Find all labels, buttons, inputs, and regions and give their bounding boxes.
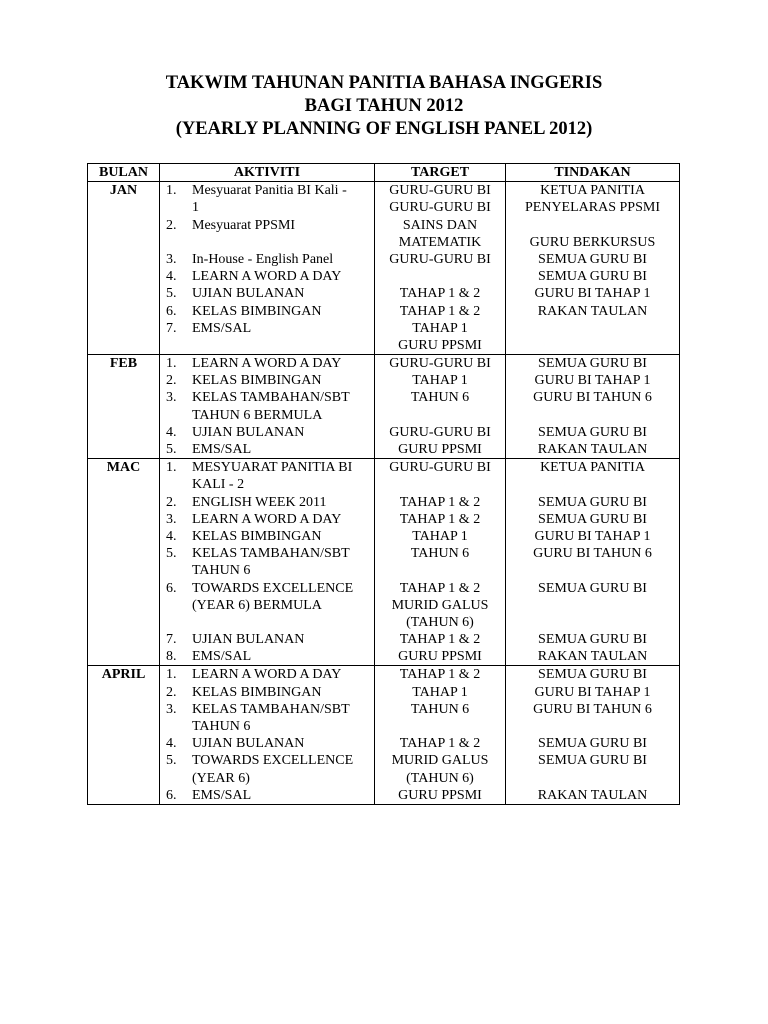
target-text: MATEMATIK <box>398 234 482 250</box>
target-text: TAHAP 1 & 2 <box>399 511 481 527</box>
tindakan-text: RAKAN TAULAN <box>537 303 648 319</box>
activity-line <box>166 511 374 528</box>
activity-number: 7. <box>166 320 177 336</box>
target-text: TAHAP 1 & 2 <box>399 303 481 319</box>
activity-text: UJIAN BULANAN <box>192 286 305 302</box>
activity-text: KELAS TAMBAHAN/SBT <box>192 390 350 406</box>
activity-number: 3. <box>166 390 177 406</box>
month-name: MAC <box>106 460 141 476</box>
activity-text: UJIAN BULANAN <box>192 632 305 648</box>
tindakan-text: GURU BI TAHAP 1 <box>534 528 651 544</box>
activity-line <box>166 217 374 234</box>
target-text <box>375 476 505 493</box>
target-text: TAHUN 6 <box>410 390 470 406</box>
activity-number: 5. <box>166 442 177 458</box>
tindakan-text: PENYELARAS PPSMI <box>525 200 660 216</box>
activity-text: EMS/SAL <box>192 442 252 458</box>
target-cell <box>375 666 506 805</box>
target-text: GURU-GURU BI <box>389 200 491 216</box>
activity-number: 7. <box>166 632 177 648</box>
target-text: TAHAP 1 & 2 <box>399 494 481 510</box>
tindakan-text: SEMUA GURU BI <box>538 494 647 510</box>
activity-line <box>166 787 374 804</box>
target-text: (TAHUN 6) <box>406 770 474 786</box>
tindakan-text: GURU BI TAHAP 1 <box>534 684 651 700</box>
tindakan-text <box>506 217 679 234</box>
activity-line <box>166 666 374 683</box>
tindakan-text: SEMUA GURU BI <box>538 251 647 267</box>
activity-number: 4. <box>166 424 177 440</box>
tindakan-text: GURU BI TAHUN 6 <box>533 546 652 562</box>
activity-line <box>166 718 374 735</box>
activity-text: KELAS BIMBINGAN <box>192 528 322 544</box>
target-text: TAHAP 1 <box>412 528 468 544</box>
target-text: GURU-GURU BI <box>389 460 491 476</box>
header-target: TARGET <box>375 164 506 182</box>
document-title-line-3: (YEARLY PLANNING OF ENGLISH PANEL 2012) <box>175 119 593 139</box>
target-text: TAHAP 1 & 2 <box>399 632 481 648</box>
activity-line <box>166 337 374 354</box>
activity-number: 1. <box>166 667 177 683</box>
activity-line <box>166 528 374 545</box>
activity-text: LEARN A WORD A DAY <box>192 667 342 683</box>
month-cell <box>88 666 160 805</box>
activity-line <box>166 234 374 251</box>
target-text: TAHAP 1 & 2 <box>399 286 481 302</box>
activity-text: TAHUN 6 BERMULA <box>192 407 323 423</box>
activity-number: 6. <box>166 303 177 319</box>
tindakan-cell <box>506 182 680 355</box>
activity-cell <box>160 182 375 355</box>
table-row <box>88 459 680 666</box>
activity-number: 1. <box>166 183 177 199</box>
activity-text: TOWARDS EXCELLENCE <box>192 753 354 769</box>
table-row <box>88 182 680 355</box>
activity-number: 2. <box>166 494 177 510</box>
activity-line <box>166 494 374 511</box>
activity-line <box>166 631 374 648</box>
activity-text: TAHUN 6 <box>192 563 251 579</box>
activity-text: (YEAR 6) BERMULA <box>192 597 322 613</box>
month-name: FEB <box>109 356 138 372</box>
activity-line <box>166 701 374 718</box>
activity-number: 4. <box>166 269 177 285</box>
target-text: TAHUN 6 <box>410 546 470 562</box>
target-text: GURU-GURU BI <box>389 251 491 267</box>
activity-line <box>166 648 374 665</box>
target-text: TAHAP 1 <box>412 373 468 389</box>
target-text: MURID GALUS <box>391 753 489 769</box>
month-name: APRIL <box>101 667 146 683</box>
target-text: GURU-GURU BI <box>389 356 491 372</box>
tindakan-text: KETUA PANITIA <box>540 460 645 476</box>
tindakan-text: GURU BI TAHUN 6 <box>533 390 652 406</box>
activity-number: 1. <box>166 356 177 372</box>
tindakan-text: SEMUA GURU BI <box>538 580 647 596</box>
yearly-planning-table <box>87 163 680 805</box>
target-text: TAHAP 1 <box>412 684 468 700</box>
target-text: GURU PPSMI <box>398 337 482 353</box>
activity-line <box>166 459 374 476</box>
activity-text: KELAS TAMBAHAN/SBT <box>192 701 350 717</box>
activity-text: MESYUARAT PANITIA BI <box>192 460 353 476</box>
target-cell <box>375 355 506 459</box>
activity-line <box>166 251 374 268</box>
target-text <box>375 268 505 285</box>
activity-text: LEARN A WORD A DAY <box>192 511 342 527</box>
tindakan-text <box>506 407 679 424</box>
activity-text: Mesyuarat PPSMI <box>192 217 296 233</box>
activity-line <box>166 355 374 372</box>
activity-number: 2. <box>166 373 177 389</box>
activity-text: KELAS TAMBAHAN/SBT <box>192 546 350 562</box>
activity-line <box>166 562 374 579</box>
tindakan-text: KETUA PANITIA <box>540 183 645 199</box>
target-text: GURU-GURU BI <box>389 424 491 440</box>
target-text: GURU PPSMI <box>398 649 482 665</box>
activity-number: 3. <box>166 701 177 717</box>
target-cell <box>375 182 506 355</box>
month-cell <box>88 355 160 459</box>
activity-line <box>166 268 374 285</box>
activity-cell <box>160 459 375 666</box>
activity-line <box>166 285 374 302</box>
target-text <box>375 718 505 735</box>
activity-text: TAHUN 6 <box>192 719 251 735</box>
activity-text: EMS/SAL <box>192 787 252 803</box>
tindakan-text: RAKAN TAULAN <box>537 442 648 458</box>
activity-number: 2. <box>166 217 177 233</box>
target-text: GURU PPSMI <box>398 787 482 803</box>
tindakan-text: SEMUA GURU BI <box>538 632 647 648</box>
tindakan-text <box>506 562 679 579</box>
table-body <box>88 182 680 805</box>
target-text: TAHAP 1 & 2 <box>399 667 481 683</box>
target-text: TAHUN 6 <box>410 701 470 717</box>
tindakan-text: GURU BI TAHAP 1 <box>534 286 651 302</box>
header-bulan: BULAN <box>88 164 160 182</box>
activity-number: 1. <box>166 460 177 476</box>
tindakan-text: SEMUA GURU BI <box>538 511 647 527</box>
activity-text: LEARN A WORD A DAY <box>192 356 342 372</box>
activity-line <box>166 545 374 562</box>
activity-text: EMS/SAL <box>192 649 252 665</box>
table-header-row <box>88 164 680 182</box>
activity-number: 4. <box>166 528 177 544</box>
activity-line <box>166 580 374 597</box>
activity-text: KALI - 2 <box>192 477 245 493</box>
activity-line <box>166 752 374 769</box>
activity-line <box>166 199 374 216</box>
tindakan-text <box>506 770 679 787</box>
target-text: (TAHUN 6) <box>406 614 474 630</box>
activity-line <box>166 735 374 752</box>
tindakan-text: RAKAN TAULAN <box>537 787 648 803</box>
activity-number: 3. <box>166 511 177 527</box>
activity-text: KELAS BIMBINGAN <box>192 303 322 319</box>
activity-number: 2. <box>166 684 177 700</box>
document-title-line-1: TAKWIM TAHUNAN PANITIA BAHASA INGGERIS <box>165 73 603 93</box>
month-cell <box>88 182 160 355</box>
tindakan-text: SEMUA GURU BI <box>538 356 647 372</box>
target-text: MURID GALUS <box>391 597 489 613</box>
month-cell <box>88 459 160 666</box>
tindakan-text: GURU BI TAHAP 1 <box>534 373 651 389</box>
tindakan-text <box>506 320 679 337</box>
tindakan-text: GURU BI TAHUN 6 <box>533 701 652 717</box>
activity-number: 8. <box>166 649 177 665</box>
tindakan-text: RAKAN TAULAN <box>537 649 648 665</box>
target-cell <box>375 459 506 666</box>
activity-number: 5. <box>166 286 177 302</box>
activity-text: (YEAR 6) <box>192 770 250 786</box>
activity-number: 6. <box>166 787 177 803</box>
activity-line <box>166 476 374 493</box>
activity-line <box>166 389 374 406</box>
activity-line <box>166 597 374 614</box>
activity-line <box>166 614 374 631</box>
tindakan-text: SEMUA GURU BI <box>538 269 647 285</box>
tindakan-text <box>506 476 679 493</box>
activity-number: 3. <box>166 251 177 267</box>
activity-number: 4. <box>166 736 177 752</box>
tindakan-text: SEMUA GURU BI <box>538 736 647 752</box>
tindakan-text <box>506 718 679 735</box>
tindakan-cell <box>506 355 680 459</box>
target-text: GURU-GURU BI <box>389 183 491 199</box>
activity-text: EMS/SAL <box>192 320 252 336</box>
tindakan-text <box>506 337 679 354</box>
activity-line <box>166 424 374 441</box>
target-text: SAINS DAN <box>402 217 478 233</box>
activity-text: UJIAN BULANAN <box>192 424 305 440</box>
activity-line <box>166 372 374 389</box>
activity-text: TOWARDS EXCELLENCE <box>192 580 354 596</box>
target-text <box>375 562 505 579</box>
activity-line <box>166 441 374 458</box>
table-row <box>88 666 680 805</box>
activity-line <box>166 182 374 199</box>
activity-text: In-House - English Panel <box>192 251 334 267</box>
activity-number: 5. <box>166 753 177 769</box>
activity-text: KELAS BIMBINGAN <box>192 684 322 700</box>
activity-text: Mesyuarat Panitia BI Kali - <box>192 183 347 199</box>
activity-text: ENGLISH WEEK 2011 <box>192 494 327 510</box>
month-name: JAN <box>109 183 138 199</box>
activity-line <box>166 407 374 424</box>
activity-cell <box>160 666 375 805</box>
tindakan-text: GURU BERKURSUS <box>529 234 656 250</box>
activity-line <box>166 303 374 320</box>
table-row <box>88 355 680 459</box>
target-text: TAHAP 1 & 2 <box>399 580 481 596</box>
activity-text: KELAS BIMBINGAN <box>192 373 322 389</box>
activity-line <box>166 770 374 787</box>
activity-text: 1 <box>192 200 199 216</box>
document-title-line-2: BAGI TAHUN 2012 <box>304 96 464 116</box>
target-text <box>375 407 505 424</box>
target-text: TAHAP 1 & 2 <box>399 736 481 752</box>
activity-cell <box>160 355 375 459</box>
tindakan-text: SEMUA GURU BI <box>538 753 647 769</box>
tindakan-text: SEMUA GURU BI <box>538 667 647 683</box>
activity-number: 5. <box>166 546 177 562</box>
tindakan-text: SEMUA GURU BI <box>538 424 647 440</box>
activity-text: LEARN A WORD A DAY <box>192 269 342 285</box>
activity-number: 6. <box>166 580 177 596</box>
tindakan-cell <box>506 666 680 805</box>
header-aktiviti: AKTIVITI <box>160 164 375 182</box>
activity-line <box>166 320 374 337</box>
target-text: TAHAP 1 <box>412 320 468 336</box>
target-text: GURU PPSMI <box>398 442 482 458</box>
header-tindakan: TINDAKAN <box>506 164 680 182</box>
tindakan-text <box>506 597 679 614</box>
tindakan-text <box>506 614 679 631</box>
activity-text: UJIAN BULANAN <box>192 736 305 752</box>
tindakan-cell <box>506 459 680 666</box>
activity-line <box>166 684 374 701</box>
